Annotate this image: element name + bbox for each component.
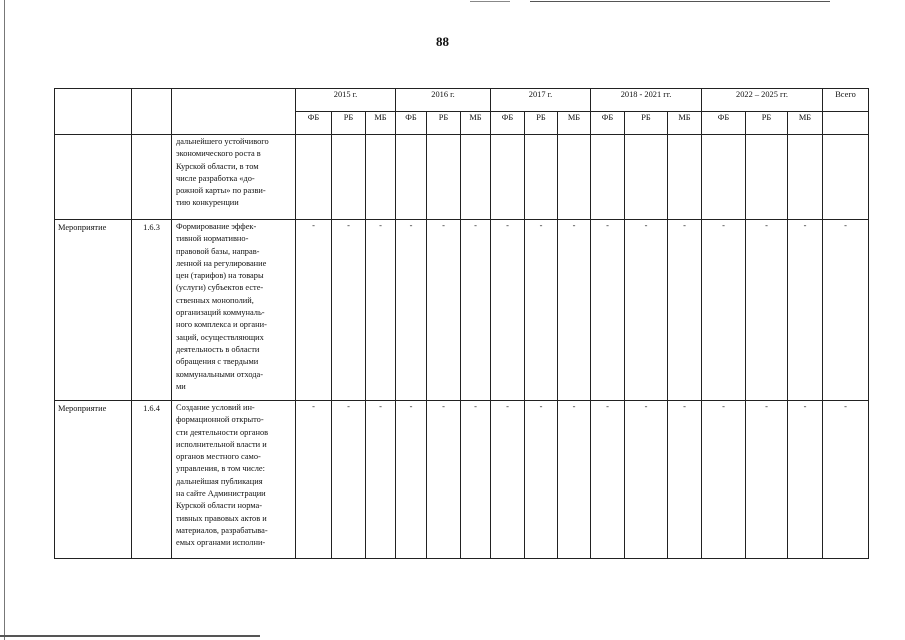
funding-value-cell: - [461, 401, 491, 559]
description-line: формационной открыто- [176, 415, 264, 425]
description-line: правовой базы, направ- [176, 246, 260, 256]
total-subheader-empty [823, 112, 869, 135]
funding-value-cell: - [396, 401, 427, 559]
activity-number-cell: 1.6.4 [132, 401, 172, 559]
funding-value-cell: - [396, 220, 427, 401]
header-empty-cell [172, 89, 296, 135]
table-body [55, 135, 869, 559]
activity-number-cell: 1.6.3 [132, 220, 172, 401]
activity-type-cell: Мероприятие [55, 220, 132, 401]
funding-value-cell: - [366, 220, 396, 401]
funding-value-cell: - [746, 401, 788, 559]
table-row [55, 401, 869, 559]
description-line: ственных монополий, [176, 295, 254, 305]
funding-value-cell [332, 135, 366, 220]
funding-value-cell [591, 135, 625, 220]
funding-value-cell [366, 135, 396, 220]
funding-value-cell [702, 135, 746, 220]
description-line: дальнейшая публикация [176, 476, 263, 486]
funding-value-cell: - [332, 401, 366, 559]
funding-value-cell: - [702, 401, 746, 559]
budget-type-header: РБ [332, 112, 366, 135]
description-line: органов местного само- [176, 452, 261, 462]
funding-value-cell: - [788, 401, 823, 559]
total-header: Всего [823, 89, 869, 112]
description-line: на сайте Администрации [176, 489, 266, 499]
description-line: тию конкуренции [176, 198, 239, 208]
funding-value-cell: - [702, 220, 746, 401]
year-header: 2022 – 2025 гг. [702, 89, 823, 112]
funding-value-cell [491, 135, 525, 220]
funding-value-cell [427, 135, 461, 220]
funding-value-cell: - [461, 220, 491, 401]
funding-value-cell: - [332, 220, 366, 401]
funding-value-cell [625, 135, 668, 220]
funding-value-cell: - [366, 401, 396, 559]
activity-description-cell [172, 135, 296, 220]
description-line: Курской области норма- [176, 501, 263, 511]
funding-value-cell: - [668, 401, 702, 559]
activity-type-cell: Мероприятие [55, 401, 132, 559]
funding-table [54, 88, 869, 559]
description-line: (услуги) субъектов есте- [176, 283, 264, 293]
description-line: тивной нормативно- [176, 234, 249, 244]
description-line: Создание условий ин- [176, 403, 255, 412]
funding-value-cell: - [823, 220, 869, 401]
funding-value-cell: - [427, 401, 461, 559]
description-line: Курской области, в том [176, 161, 259, 171]
funding-value-cell: - [296, 401, 332, 559]
budget-type-header: РБ [625, 112, 668, 135]
header-row-years [55, 89, 869, 112]
funding-value-cell [558, 135, 591, 220]
funding-value-cell [746, 135, 788, 220]
year-header: 2016 г. [396, 89, 491, 112]
description-line: тивных правовых актов и [176, 513, 267, 523]
description-line: организаций коммуналь- [176, 308, 265, 318]
budget-type-header: МБ [668, 112, 702, 135]
funding-value-cell: - [625, 220, 668, 401]
funding-value-cell: - [558, 401, 591, 559]
budget-type-header: ФБ [396, 112, 427, 135]
description-line: цен (тарифов) на товары [176, 271, 264, 281]
scan-edge-mark [0, 635, 260, 637]
funding-value-cell [823, 135, 869, 220]
activity-number-cell [132, 135, 172, 220]
funding-value-cell: - [668, 220, 702, 401]
description-line: Формирование эффек- [176, 222, 257, 231]
scan-edge-mark [530, 1, 830, 2]
funding-value-cell: - [625, 401, 668, 559]
funding-value-cell [788, 135, 823, 220]
description-line: материалов, разрабатыва- [176, 525, 268, 535]
table-row [55, 135, 869, 220]
year-header: 2018 - 2021 гг. [591, 89, 702, 112]
budget-type-header: РБ [525, 112, 558, 135]
budget-type-header: ФБ [702, 112, 746, 135]
funding-value-cell [668, 135, 702, 220]
budget-type-header: РБ [427, 112, 461, 135]
budget-type-header: ФБ [491, 112, 525, 135]
description-line: коммунальными отхода- [176, 369, 264, 379]
funding-value-cell [461, 135, 491, 220]
funding-value-cell: - [746, 220, 788, 401]
description-line: сти деятельности органов [176, 427, 269, 437]
year-header: 2017 г. [491, 89, 591, 112]
budget-type-header: РБ [746, 112, 788, 135]
description-line: деятельность в области [176, 344, 260, 354]
description-line: обращения с твердыми [176, 357, 259, 367]
funding-value-cell [296, 135, 332, 220]
funding-value-cell: - [296, 220, 332, 401]
header-empty-cell [132, 89, 172, 135]
description-line: экономического роста в [176, 149, 261, 159]
description-line: ленной на регулирование [176, 258, 267, 268]
description-line: управления, в том числе: [176, 464, 265, 474]
activity-description-cell [172, 401, 296, 559]
budget-type-header: ФБ [591, 112, 625, 135]
header-empty-cell [55, 89, 132, 135]
funding-value-cell: - [591, 401, 625, 559]
activity-type-cell [55, 135, 132, 220]
description-line: ного комплекса и органи- [176, 320, 267, 330]
year-header: 2015 г. [296, 89, 396, 112]
budget-type-header: МБ [461, 112, 491, 135]
funding-value-cell: - [491, 220, 525, 401]
funding-value-cell: - [525, 401, 558, 559]
description-line: дальнейшего устойчивого [176, 137, 269, 146]
budget-type-header: МБ [558, 112, 591, 135]
description-line: емых органами исполни- [176, 538, 266, 548]
budget-type-header: МБ [788, 112, 823, 135]
funding-value-cell: - [823, 401, 869, 559]
scan-edge-mark [4, 0, 5, 640]
description-line: рожной карты» по разви- [176, 186, 266, 196]
funding-value-cell [525, 135, 558, 220]
funding-value-cell [396, 135, 427, 220]
budget-type-header: МБ [366, 112, 396, 135]
funding-value-cell: - [427, 220, 461, 401]
description-line: ми [176, 381, 186, 391]
funding-value-cell: - [788, 220, 823, 401]
activity-description-cell [172, 220, 296, 401]
description-line: заций, осуществляющих [176, 332, 264, 342]
funding-value-cell: - [591, 220, 625, 401]
description-line: исполнительной власти и [176, 439, 267, 449]
description-line: числе разработка «до- [176, 173, 255, 183]
page-number: 88 [436, 34, 449, 49]
funding-value-cell: - [525, 220, 558, 401]
scan-edge-mark [470, 1, 510, 2]
funding-value-cell: - [558, 220, 591, 401]
budget-type-header: ФБ [296, 112, 332, 135]
table-row [55, 220, 869, 401]
funding-value-cell: - [491, 401, 525, 559]
